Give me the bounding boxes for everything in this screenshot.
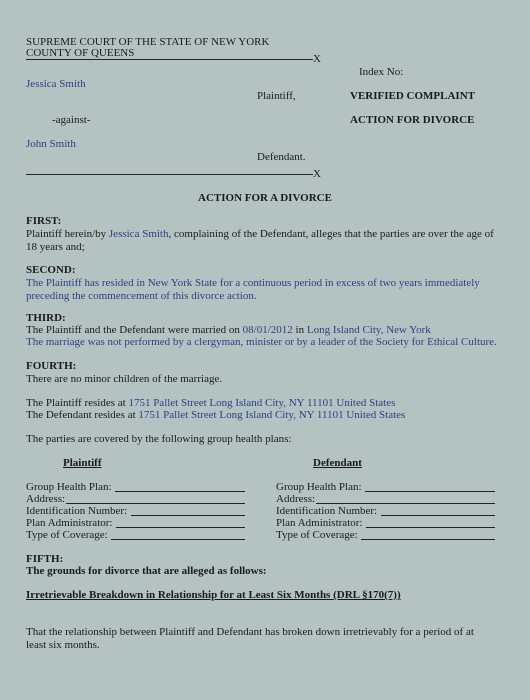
fifth-heading: FIFTH: [26, 553, 64, 565]
plaintiff-id-number-label: Identification Number: [26, 505, 128, 517]
plaintiff-column-heading: Plaintiff [63, 457, 102, 469]
document-title: ACTION FOR A DIVORCE [198, 192, 332, 204]
third-heading: THIRD: [26, 312, 66, 324]
defendant-name: John Smith [26, 138, 76, 150]
marriage-place: Long Island City, New York [306, 324, 431, 336]
plaintiff-address-field[interactable] [66, 503, 245, 504]
defendant-address-field[interactable] [316, 503, 495, 504]
caption-rule-top [26, 59, 313, 60]
fourth-text: There are no minor children of the marriage. [26, 373, 223, 385]
divorce-ground: Irretrievable Breakdown in Relationship for at Least Six Months (DRL §170(7)) [26, 589, 401, 601]
defendant-residence-label: The Defendant resides at [26, 409, 139, 421]
plaintiff-coverage-label: Type of Coverage: [26, 529, 108, 541]
against-label: -against- [52, 114, 91, 126]
third-line-2: The marriage was not performed by a clergyman, minister or by a leader of the Society for Ethical Culture. [26, 336, 497, 348]
plaintiff-label: Plaintiff, [257, 90, 296, 102]
first-heading: FIRST: [26, 215, 62, 227]
defendant-id-number-field[interactable] [381, 515, 495, 516]
plaintiff-residence-label: The Plaintiff resides at [26, 397, 129, 409]
defendant-health-plan-label: Group Health Plan: [276, 481, 362, 493]
first-text-post: , complaining of the Defendant, alleges that the parties are over the age of 18 years and; [26, 228, 494, 253]
plaintiff-address: 1751 Pallet Street Long Island City, NY 11101 United States [128, 397, 396, 409]
defendant-plan-admin-label: Plan Administrator: [276, 517, 363, 529]
defendant-address: 1751 Pallet Street Long Island City, NY 11101 United States [138, 409, 406, 421]
caption-x-top: X [313, 53, 321, 65]
plaintiff-address-label: Address: [26, 493, 66, 505]
first-paragraph [26, 228, 506, 253]
third-text-in: in [292, 324, 307, 336]
caption-x-bottom: X [313, 168, 321, 180]
fourth-heading: FOURTH: [26, 360, 77, 372]
action-for-divorce-title: ACTION FOR DIVORCE [350, 114, 475, 126]
second-paragraph: The Plaintiff has resided in New York State for a continuous period in excess of two years immediately preceding the commencement of this divorce action. [26, 277, 480, 302]
plaintiff-residence [26, 397, 395, 409]
defendant-coverage-label: Type of Coverage: [276, 529, 358, 541]
plaintiff-name: Jessica Smith [26, 78, 86, 90]
second-heading: SECOND: [26, 264, 76, 276]
plaintiff-coverage-field[interactable] [111, 539, 245, 540]
defendant-residence [26, 409, 405, 421]
fifth-paragraph: That the relationship between Plaintiff and Defendant has broken down irretrievably for a period of at least six months. [26, 626, 474, 651]
index-number-label: Index No: [359, 66, 404, 78]
defendant-address-label: Address: [276, 493, 316, 505]
defendant-id-number-label: Identification Number: [276, 505, 378, 517]
fifth-subheading: The grounds for divorce that are alleged as follows: [26, 565, 267, 577]
defendant-coverage-field[interactable] [361, 539, 495, 540]
court-name: SUPREME COURT OF THE STATE OF NEW YORK [26, 36, 270, 48]
health-plans-intro: The parties are covered by the following group health plans: [26, 433, 292, 445]
plaintiff-health-plan-label: Group Health Plan: [26, 481, 112, 493]
first-plaintiff-name: Jessica Smith [108, 228, 169, 240]
third-line-1 [26, 324, 431, 336]
county-name: COUNTY OF QUEENS [26, 47, 135, 59]
verified-complaint-title: VERIFIED COMPLAINT [350, 90, 475, 102]
caption-rule-bottom [26, 174, 313, 175]
defendant-plan-admin-field[interactable] [366, 527, 495, 528]
first-text-pre: Plaintiff herein/by [26, 228, 109, 240]
defendant-health-plan-field[interactable] [365, 491, 495, 492]
marriage-date: 08/01/2012 [242, 324, 293, 336]
plaintiff-health-plan-field[interactable] [115, 491, 245, 492]
plaintiff-id-number-field[interactable] [131, 515, 245, 516]
defendant-column-heading: Defendant [313, 457, 362, 469]
defendant-label: Defendant. [257, 151, 306, 163]
plaintiff-plan-admin-label: Plan Administrator: [26, 517, 113, 529]
third-text-pre: The Plaintiff and the Defendant were married on [26, 324, 243, 336]
plaintiff-plan-admin-field[interactable] [116, 527, 245, 528]
